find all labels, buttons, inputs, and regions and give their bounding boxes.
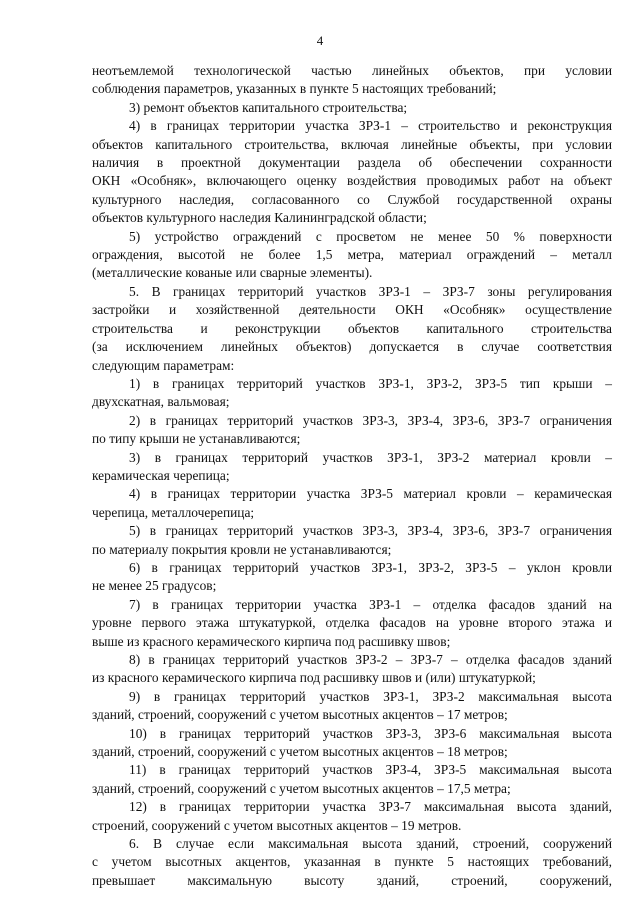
text-line: ОКН «Особняк», включающего оценку воздействия проводимых работ на объект	[92, 173, 612, 189]
text-line: двухскатная, вальмовая;	[92, 394, 230, 410]
text-line: 6. В случае если максимальная высота зданий, строений, сооружений	[129, 836, 612, 852]
text-line: соблюдения параметров, указанных в пункте 5 настоящих требований;	[92, 81, 497, 97]
text-line: по материалу покрытия кровли не устанавливаются;	[92, 541, 392, 557]
text-line: (металлические кованые или сварные элементы).	[92, 265, 373, 281]
text-line: 1) в границах территорий участков ЗРЗ-1, ЗРЗ-2, ЗРЗ-5 тип крыши –	[129, 375, 612, 391]
text-line: объектов капитального строительства, включая линейные объекты, при условии	[92, 136, 612, 152]
text-line: 4) в границах территории участка ЗРЗ-5 материал кровли – керамическая	[129, 486, 612, 502]
text-line: 9) в границах территорий участков ЗРЗ-1, ЗРЗ-2 максимальная высота	[129, 688, 612, 704]
text-line: зданий, строений, сооружений с учетом высотных акцентов – 18 метров;	[92, 744, 508, 760]
text-line: 6) в границах территорий участков ЗРЗ-1, ЗРЗ-2, ЗРЗ-5 – уклон кровли	[129, 559, 612, 575]
text-line: неотъемлемой технологической частью линейных объектов, при условии	[92, 63, 612, 78]
text-line: с учетом высотных акцентов, указанная в пункте 5 настоящих требований,	[92, 854, 612, 870]
text-line: зданий, строений, сооружений с учетом высотных акцентов – 17 метров;	[92, 707, 508, 723]
text-line: 2) в границах территорий участков ЗРЗ-3, ЗРЗ-4, ЗРЗ-6, ЗРЗ-7 ограничения	[129, 412, 612, 428]
text-line: культурного наследия, согласованного со Службой государственной охраны	[92, 191, 612, 207]
text-line: 7) в границах территории участка ЗРЗ-1 – отделка фасадов зданий на	[129, 596, 612, 612]
text-line: превышает максимальную высоту зданий, строений, сооружений,	[92, 872, 612, 888]
text-line: 3) в границах территорий участков ЗРЗ-1, ЗРЗ-2 материал кровли –	[129, 449, 612, 465]
text-line: объектов культурного наследия Калининградской области;	[92, 210, 427, 226]
text-line: 5) устройство ограждений с просветом не менее 50 % поверхности	[129, 228, 612, 244]
text-line: по типу крыши не устанавливаются;	[92, 431, 301, 447]
text-line: (за исключением линейных объектов) допускается в случае соответствия	[92, 339, 612, 355]
text-line: наличия в проектной документации раздела об обеспечении сохранности	[92, 155, 612, 171]
text-line: 5. В границах территорий участков ЗРЗ-1 – ЗРЗ-7 зоны регулирования	[129, 283, 612, 299]
text-line: уровне первого этажа штукатуркой, отделка фасадов на уровне второго этажа и	[92, 615, 612, 631]
text-line: застройки и хозяйственной деятельности ОКН «Особняк» осуществление	[92, 302, 612, 318]
text-line: 11) в границах территорий участков ЗРЗ-4, ЗРЗ-5 максимальная высота	[129, 762, 612, 778]
text-line: ограждения, высотой не более 1,5 метра, материал ограждений – металл	[92, 247, 612, 263]
text-line: черепица, металлочерепица;	[92, 504, 255, 520]
text-line: 12) в границах территории участка ЗРЗ-7 максимальная высота зданий,	[129, 799, 612, 815]
text-line: не менее 25 градусов;	[92, 578, 217, 594]
document-body	[92, 62, 612, 890]
text-line: зданий, строений, сооружений с учетом высотных акцентов – 17,5 метра;	[92, 780, 511, 796]
text-line: выше из красного керамического кирпича под расшивку швов;	[92, 633, 451, 649]
text-line: 5) в границах территорий участков ЗРЗ-3, ЗРЗ-4, ЗРЗ-6, ЗРЗ-7 ограничения	[129, 523, 612, 539]
text-line: строений, сооружений с учетом высотных акцентов – 19 метров.	[92, 817, 462, 833]
text-line: 3) ремонт объектов капитального строительства;	[129, 99, 408, 115]
text-line: строительства и реконструкции объектов капитального строительства	[92, 320, 612, 336]
text-line: 10) в границах территорий участков ЗРЗ-3, ЗРЗ-6 максимальная высота	[129, 725, 612, 741]
page-number: 4	[316, 33, 324, 48]
text-line: 8) в границах территорий участков ЗРЗ-2 – ЗРЗ-7 – отделка фасадов зданий	[129, 652, 612, 667]
text-line: 4) в границах территории участка ЗРЗ-1 – строительство и реконструкция	[129, 118, 612, 134]
text-line: следующим параметрам:	[92, 357, 235, 373]
text-line: керамическая черепица;	[92, 467, 230, 483]
text-line: из красного керамического кирпича под расшивку швов и (или) штукатуркой;	[92, 670, 536, 686]
